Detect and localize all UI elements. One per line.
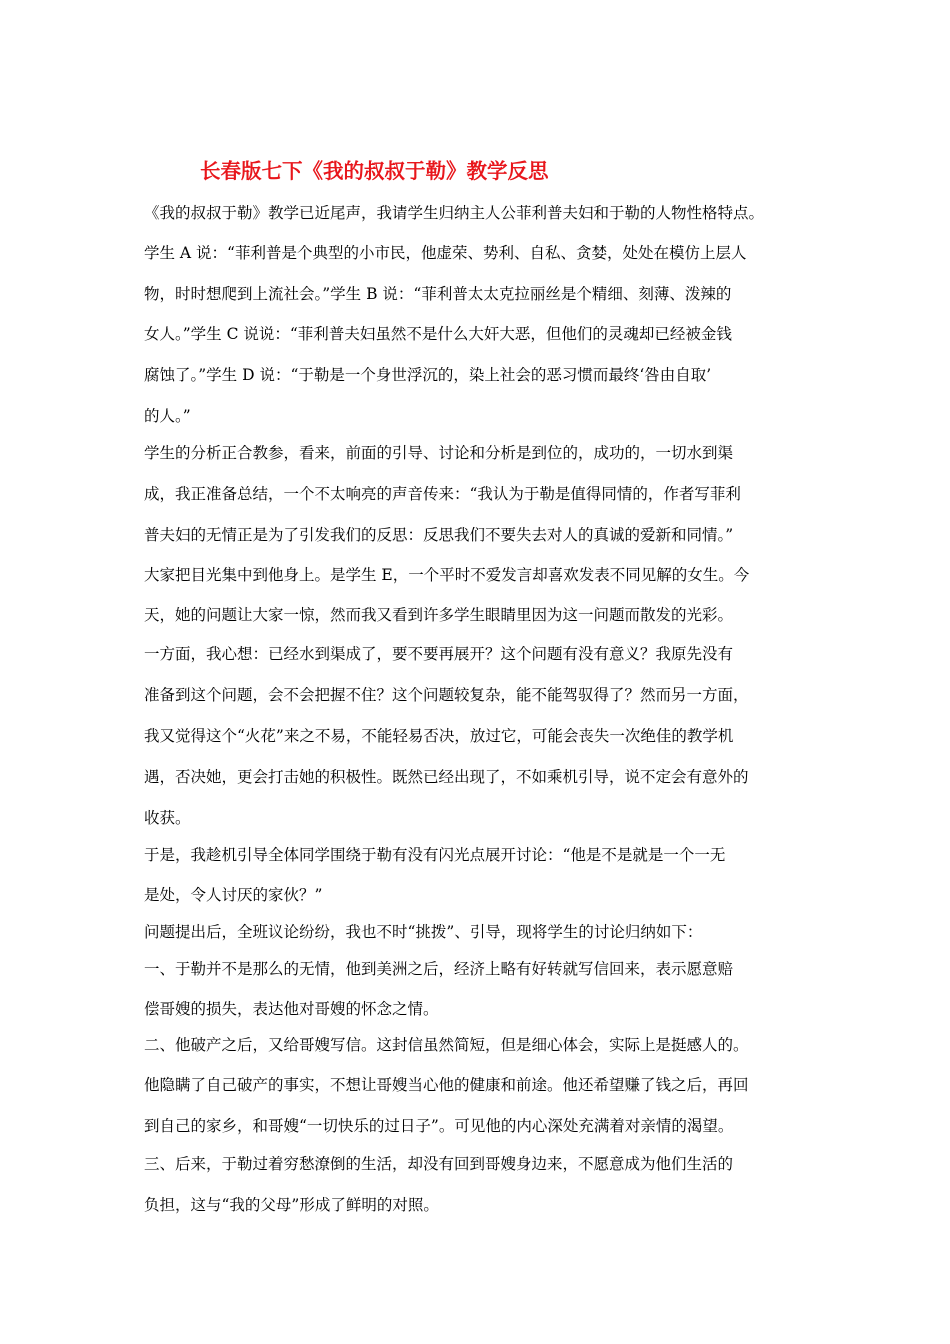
text-line: 收获。 [144,809,191,827]
text-line: 《我的叔叔于勒》教学已近尾声，我请学生归纳主人公菲利普夫妇和于勒的人物性格特点。 [144,204,765,222]
text-line: 天，她的问题让大家一惊，然而我又看到许多学生眼睛里因为这一问题而散发的光彩。 [144,606,734,624]
text-line: 他隐瞒了自己破产的事实，不想让哥嫂当心他的健康和前途。他还希望赚了钱之后，再回 [144,1076,749,1094]
text-line: 准备到这个问题，会不会把握不住？这个问题较复杂，能不能驾驭得了？然而另一方面， [144,686,749,704]
text-line: 二、他破产之后，又给哥嫂写信。这封信虽然简短，但是细心体会，实际上是挺感人的。 [144,1036,749,1054]
text-line: 女人。”学生 C 说说：“菲利普夫妇虽然不是什么大奸大恶，但他们的灵魂却已经被金钱 [144,325,732,343]
text-line: 学生的分析正合教参，看来，前面的引导、讨论和分析是到位的，成功的，一切水到渠 [144,444,734,462]
text-line: 三、后来，于勒过着穷愁潦倒的生活，却没有回到哥嫂身边来，不愿意成为他们生活的 [144,1155,734,1173]
text-line: 问题提出后，全班议论纷纷，我也不时“挑拨”、引导，现将学生的讨论归纳如下： [144,923,703,941]
text-line: 遇，否决她，更会打击她的积极性。既然已经出现了，不如乘机引导，说不定会有意外的 [144,768,749,786]
text-line: 成，我正准备总结，一个不太响亮的声音传来：“我认为于勒是值得同情的，作者写菲利 [144,485,741,503]
document-title: 长春版七下《我的叔叔于勒》教学反思 [200,159,549,183]
text-line: 学生 A 说：“菲利普是个典型的小市民，他虚荣、势利、自私、贪婪，处处在模仿上层人 [144,244,747,262]
text-line: 大家把目光集中到他身上。是学生 E，一个平时不爱发言却喜欢发表不同见解的女生。今 [144,566,750,584]
text-line: 于是，我趁机引导全体同学围绕于勒有没有闪光点展开讨论：“他是不是就是一个一无 [144,846,726,864]
text-line: 普夫妇的无情正是为了引发我们的反思：反思我们不要失去对人的真诚的爱新和同情。” [144,526,734,544]
text-line: 负担，这与“我的父母”形成了鲜明的对照。 [144,1196,439,1214]
text-line: 一方面，我心想：已经水到渠成了，要不要再展开？这个问题有没有意义？我原先没有 [144,645,734,663]
text-line: 我又觉得这个“火花”来之不易，不能轻易否决，放过它，可能会丧失一次绝佳的教学机 [144,727,734,745]
text-line: 到自己的家乡，和哥嫂“一切快乐的过日子”。可见他的内心深处充满着对亲情的渴望。 [144,1117,734,1135]
text-line: 一、于勒并不是那么的无情，他到美洲之后，经济上略有好转就写信回来，表示愿意赔 [144,960,734,978]
text-line: 的人。” [144,407,191,425]
text-line: 是处，令人讨厌的家伙？” [144,886,323,904]
text-line: 腐蚀了。”学生 D 说：“于勒是一个身世浮沉的，染上社会的恶习惯而最终‘咎由自取’ [144,366,712,384]
text-line: 偿哥嫂的损失，表达他对哥嫂的怀念之情。 [144,1000,439,1018]
text-line: 物，时时想爬到上流社会。”学生 B 说：“菲利普太太克拉丽丝是个精细、刻薄、泼辣的 [144,285,732,303]
